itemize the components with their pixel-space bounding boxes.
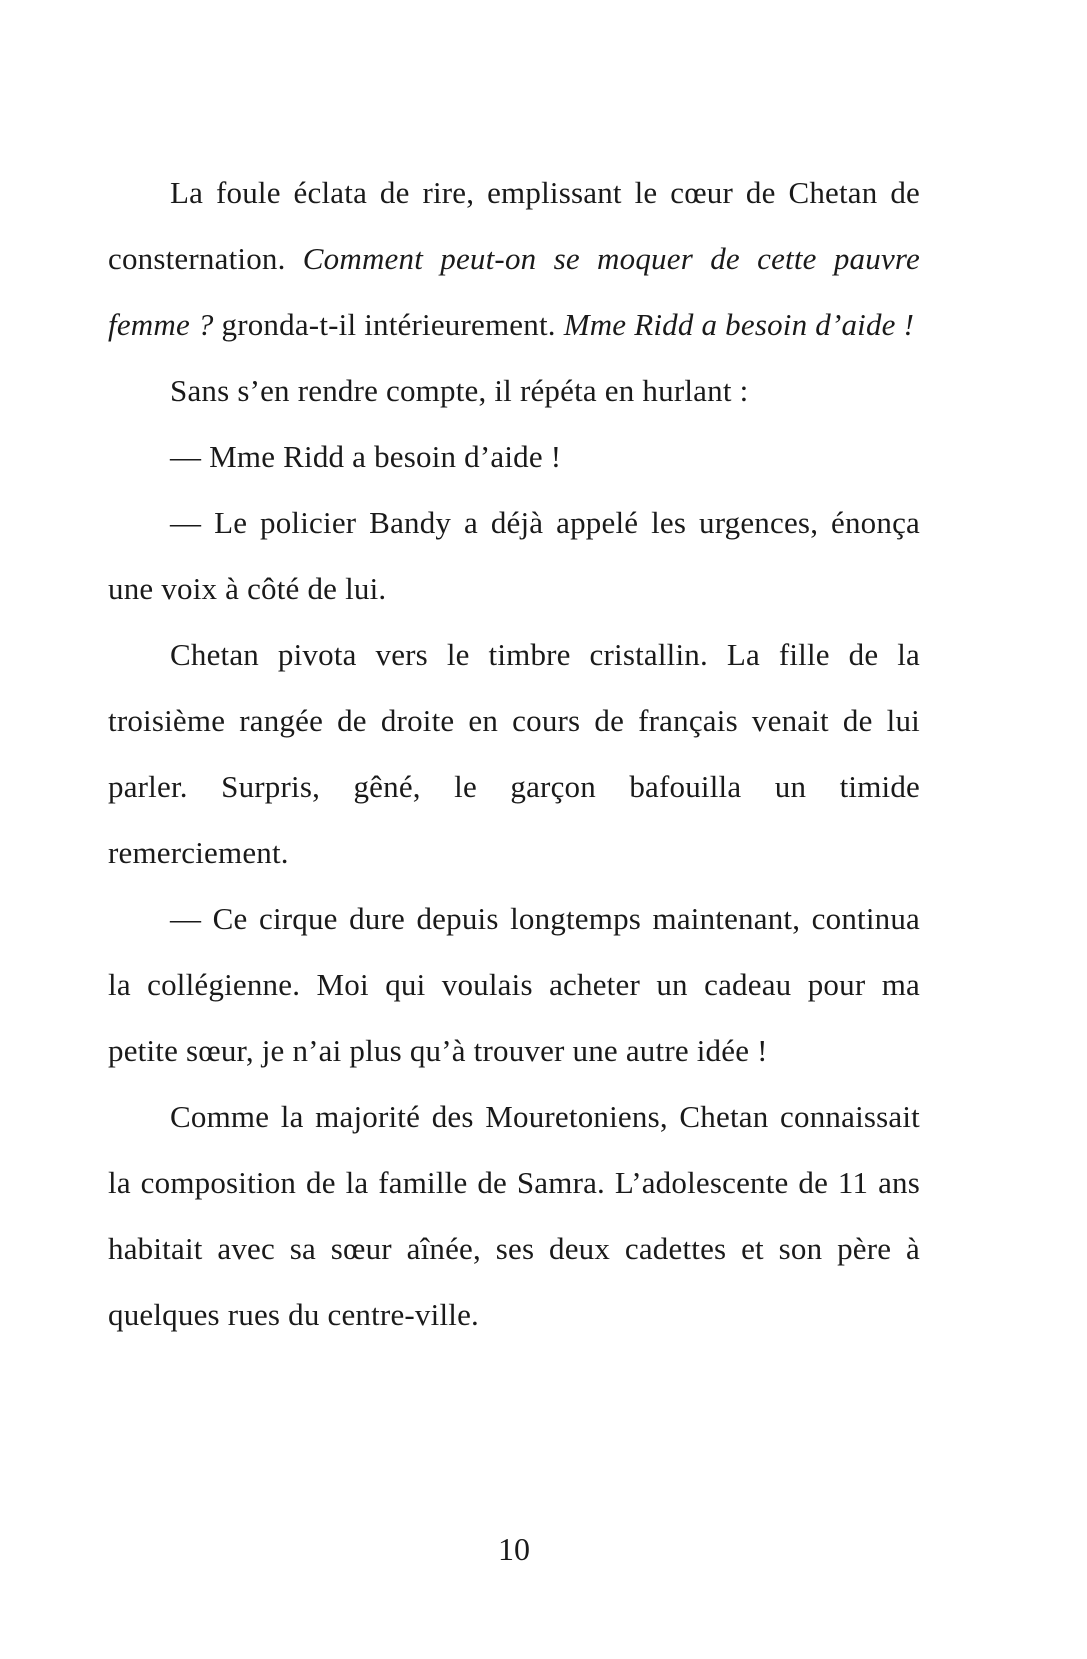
paragraph	[108, 424, 920, 490]
text-run: Sans s’en rendre compte, il répéta en hurlant :	[170, 373, 749, 408]
paragraph	[108, 160, 920, 358]
paragraph	[108, 886, 920, 1084]
text-run: — Ce cirque dure depuis longtemps maintenant, continua la collégienne. Moi qui voulais acheter un cadeau pour ma petite sœur, je n’ai plus qu’à trouver une autre idée !	[108, 901, 920, 1068]
paragraph	[108, 490, 920, 622]
text-run: — Mme Ridd a besoin d’aide !	[170, 439, 562, 474]
page-body-text	[108, 160, 920, 1348]
text-run: Comme la majorité des Mouretoniens, Chetan connaissait la composition de la famille de Samra. L’adolescente de 11 ans habitait avec sa sœur aînée, ses deux cadettes et son père à quelques rues du centre-ville.	[108, 1099, 920, 1332]
page-number: 10	[498, 1531, 530, 1567]
paragraph	[108, 358, 920, 424]
text-run: La foule éclata de rire, emplissant le cœur de Chetan de consternation.	[108, 175, 920, 276]
text-run: Chetan pivota vers le timbre cristallin. La fille de la troisième rangée de droite en cours de français venait de lui parler. Surpris, gêné, le garçon bafouilla un timide remerciement.	[108, 637, 920, 870]
text-run: gronda-t-il intérieurement.	[213, 307, 564, 342]
italic-text-run: Mme Ridd a besoin d’aide !	[563, 307, 915, 342]
text-run: — Le policier Bandy a déjà appelé les urgences, énonça une voix à côté de lui.	[108, 505, 920, 606]
italic-text-run: Comment peut-on se moquer de cette pauvre femme ?	[108, 241, 920, 342]
paragraph	[108, 1084, 920, 1348]
paragraph	[108, 622, 920, 886]
